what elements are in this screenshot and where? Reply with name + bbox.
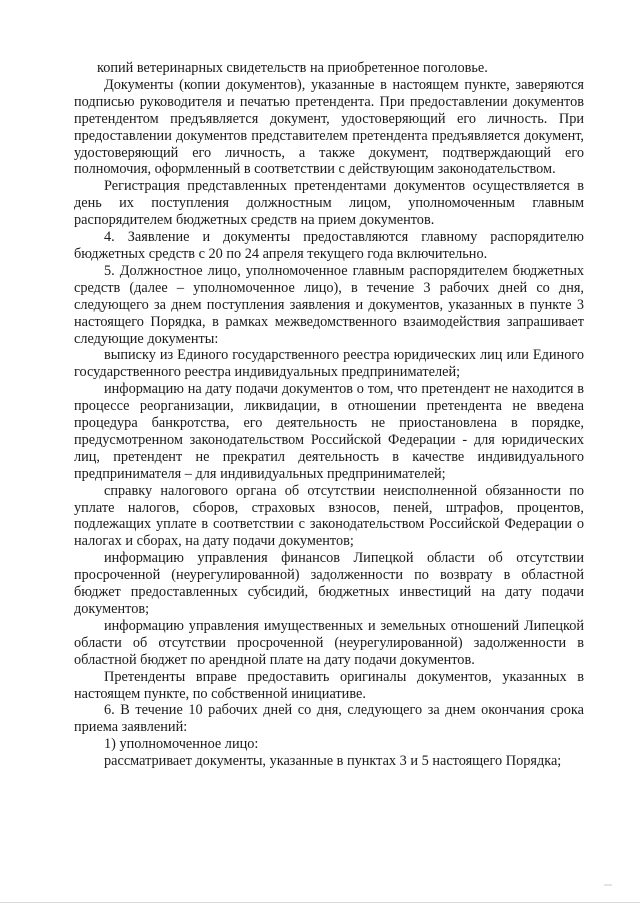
paragraph-property-info: информацию управления имущественных и земельных отношений Липецкой области об отсутствии просроченной (неурегулированной) задолженности в областной бюджет по арендной плате на дату подачи документов. [74,617,584,668]
scan-edge-line [0,902,640,903]
paragraph-item-4: 4. Заявление и документы предоставляются главному распорядителю бюджетных средств с 20 по 24 апреля текущего года включительно. [74,229,584,262]
paragraph-originals: Претенденты вправе предоставить оригиналы документов, указанных в настоящем пункте, по собственной инициативе. [74,668,584,702]
scan-artifact [604,884,612,886]
paragraph-registration: Регистрация представленных претендентами документов осуществляется в день их поступления должностным лицом, уполномоченным главным распорядителем бюджетных средств на прием документов. [74,178,584,229]
paragraph-tax-certificate: справку налогового органа об отсутствии неисполненной обязанности по уплате налогов, сборов, страховых взносов, пеней, штрафов, процентов, подлежащих уплате в соответствии с законодательством Российской Федерации о налогах и сборах, на дату подачи документов; [74,482,584,550]
paragraph-finance-info: информацию управления финансов Липецкой области об отсутствии просроченной (неурегулированной) задолженности по возврату в областной бюджет предоставленных субсидий, бюджетных инвестиций на дату подачи документов; [74,550,584,617]
paragraph-item-5: 5. Должностное лицо, уполномоченное главным распорядителем бюджетных средств (далее – уполномоченное лицо), в течение 3 рабочих дней со дня, следующего за днем поступления заявления и документов, указанных в пункте 3 настоящего Порядка, в рамках межведомственного взаимодействия запрашивает следующие документы: [74,262,584,347]
document-body [74,60,584,770]
paragraph-reviews-documents: рассматривает документы, указанные в пунктах 3 и 5 настоящего Порядка; [104,753,562,770]
paragraph-vet-certificates: копий ветеринарных свидетельств на приобретенное поголовье. [97,60,488,76]
paragraph-document-copies: Документы (копии документов), указанные в настоящем пункте, заверяются подписью руководителя и печатью претендента. При предоставлении документов претендентом предъявляется документ, удостоверяющий его личность. При предоставлении документов представителем претендента предъявляется документ, удостоверяющий его личность, а также документ, подтверждающий его полномочия, оформленный в соответствии с действующим законодательством. [74,76,584,178]
paragraph-item-6: 6. В течение 10 рабочих дней со дня, следующего за днем окончания срока приема заявлений: [74,702,584,736]
paragraph-reorganization-info: информацию на дату подачи документов о том, что претендент не находится в процессе реорганизации, ликвидации, в отношении претендента не введена процедура банкротства, его деятельность не приостановлена в порядке, предусмотренном законодательством Российской Федерации - для юридических лиц, претендент не прекратил деятельность в качестве индивидуального предпринимателя – для индивидуальных предпринимателей; [74,381,584,482]
paragraph-registry-extract: выписку из Единого государственного реестра юридических лиц или Единого государственного реестра индивидуальных предпринимателей; [74,347,584,381]
paragraph-subitem-1: 1) уполномоченное лицо: [104,736,259,753]
